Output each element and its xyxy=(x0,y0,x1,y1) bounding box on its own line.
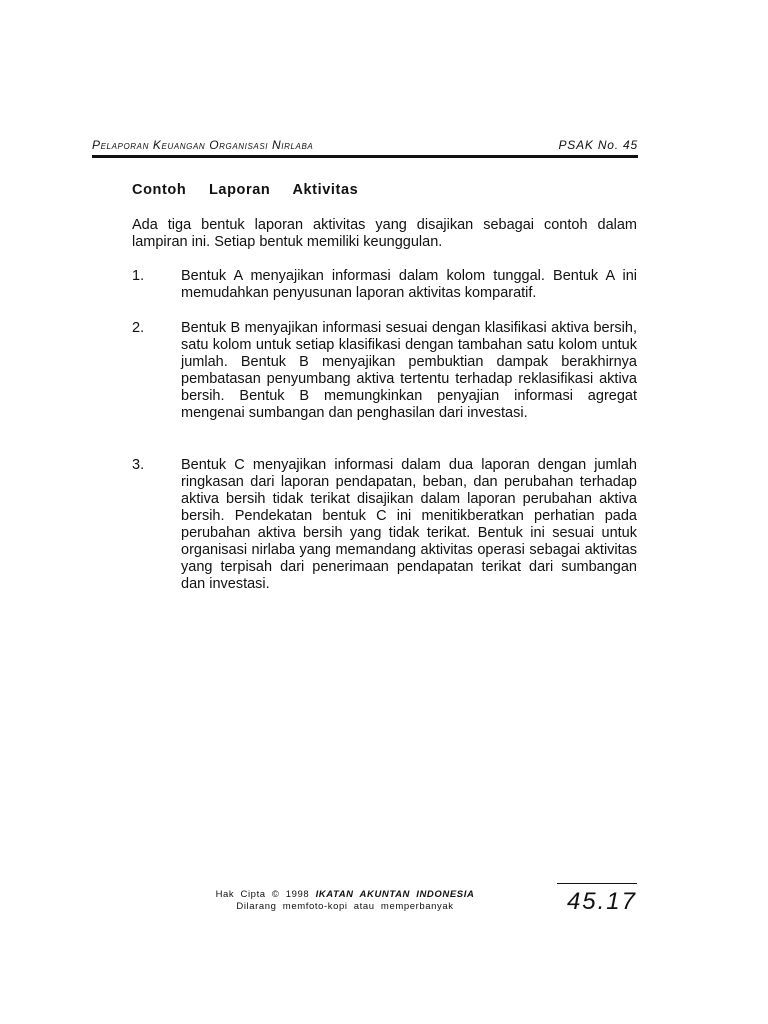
page-number: 45.17 xyxy=(566,888,637,915)
running-header xyxy=(92,138,638,154)
copyright-line xyxy=(200,889,490,901)
list-item-text: Bentuk B menyajikan informasi sesuai dengan klasifikasi aktiva bersih, satu kolom untuk setiap klasifikasi dengan tambahan satu kolom untuk jumlah. Bentuk B menyajikan pembuktian dampak berakhirnya pembatasan penyumbang aktiva tertentu terhadap reklasifikasi aktiva bersih. Bentuk B memungkinkan penyajian informasi agregat mengenai sumbangan dan penghasilan dari investasi. xyxy=(181,320,637,421)
list-item-number: 2. xyxy=(132,320,145,336)
copyright-footer xyxy=(200,889,490,913)
list-item-text: Bentuk A menyajikan informasi dalam kolom tunggal. Bentuk A ini memudahkan penyusunan laporan aktivitas komparatif. xyxy=(181,268,637,301)
list-item-number: 1. xyxy=(132,268,145,284)
copyright-text: Hak Cipta © 1998 xyxy=(215,889,310,900)
document-title: Pelaporan Keuangan Organisasi Nirlaba xyxy=(92,138,314,152)
header-divider xyxy=(92,155,638,158)
standard-number: PSAK No. 45 xyxy=(558,138,638,152)
list-item-number: 3. xyxy=(132,457,145,473)
list-item-text: Bentuk C menyajikan informasi dalam dua laporan dengan jumlah ringkasan dari laporan pendapatan, beban, dan perubahan terhadap aktiva bersih tidak terikat disajikan dalam laporan perubahan aktiva bersih. Pendekatan bentuk C ini menitikberatkan perhatian pada perubahan aktiva bersih yang tidak terikat. Bentuk ini sesuai untuk organisasi nirlaba yang memandang aktivitas operasi sebagai aktivitas yang terpisah dari penerimaan pendapatan terikat dari sumbangan dan investasi. xyxy=(181,457,637,592)
copy-notice: Dilarang memfoto-kopi atau memperbanyak xyxy=(236,901,454,912)
organization-name: IKATAN AKUNTAN INDONESIA xyxy=(315,889,475,900)
intro-paragraph: Ada tiga bentuk laporan aktivitas yang disajikan sebagai contoh dalam lampiran ini. Setiap bentuk memiliki keunggulan. xyxy=(132,217,637,250)
section-title: Contoh Laporan Aktivitas xyxy=(132,182,359,198)
page-number-divider xyxy=(557,883,637,884)
